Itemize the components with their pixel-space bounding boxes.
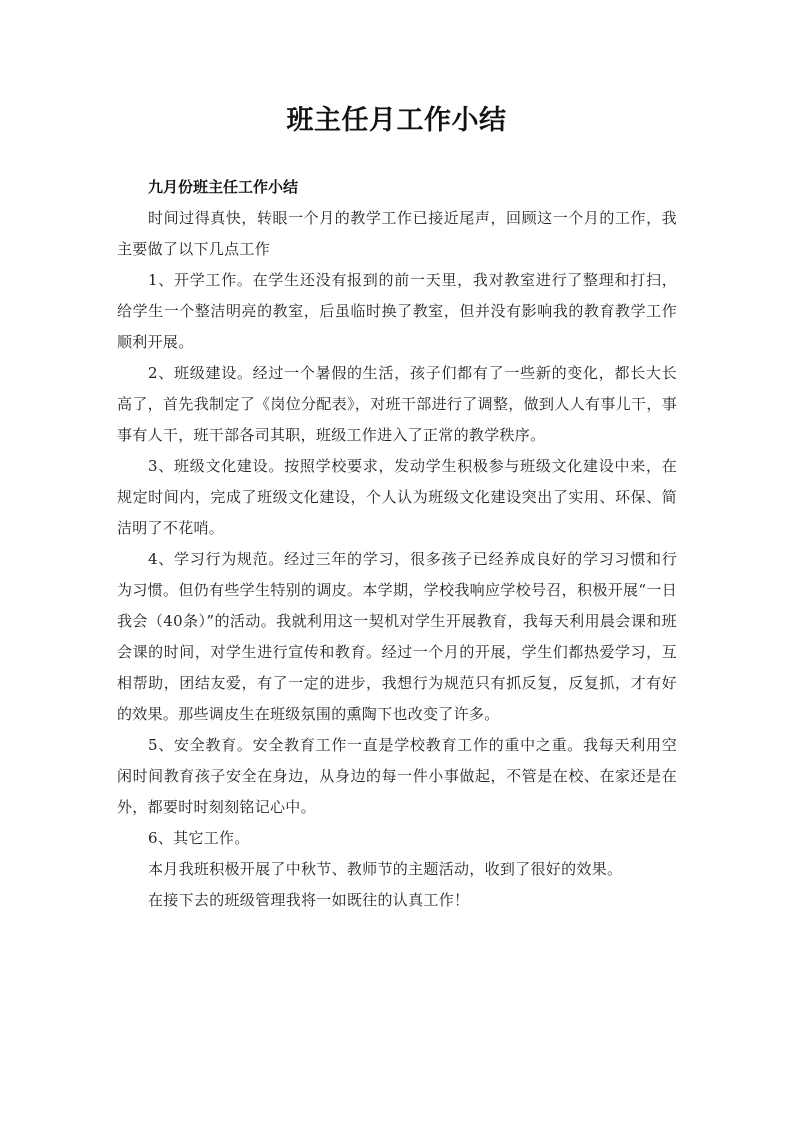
- paragraph-behavior-norms: 4、学习行为规范。经过三年的学习，很多孩子已经养成良好的学习习惯和行为习惯。但仍有些学生特别的调皮。本学期，学校我响应学校号召，积极开展“一日我会（40条）”的活动。我就利用这一契机对学生开展教育，我每天利用晨会课和班会课的时间，对学生进行宣传和教育。经过一个月的开展，学生们都热爱学习，互相帮助，团结友爱，有了一定的进步，我想行为规范只有抓反复，反复抓，才有好的效果。那些调皮生在班级氛围的熏陶下也改变了许多。: [117, 550, 677, 723]
- paragraph-activities: 本月我班积极开展了中秋节、教师节的主题活动，收到了很好的效果。: [148, 860, 623, 878]
- document-body: [117, 172, 677, 916]
- document-title: 班主任月工作小结: [286, 105, 507, 136]
- paragraph-closing: 在接下去的班级管理我将一如既往的认真工作！: [148, 891, 470, 909]
- paragraph-safety-education: 5、安全教育。安全教育工作一直是学校教育工作的重中之重。我每天利用空闲时间教育孩子安全在身边，从身边的每一件小事做起，不管是在校、在家还是在外，都要时时刻刻铭记心中。: [117, 736, 677, 816]
- intro-paragraph: 时间过得真快，转眼一个月的教学工作已接近尾声，回顾这一个月的工作，我主要做了以下几点工作: [117, 209, 677, 258]
- section-heading: 九月份班主任工作小结: [148, 178, 299, 196]
- paragraph-opening-work: 1、开学工作。在学生还没有报到的前一天里，我对教室进行了整理和打扫，给学生一个整洁明亮的教室，后虽临时换了教室，但并没有影响我的教育教学工作顺利开展。: [117, 271, 677, 351]
- paragraph-class-building: 2、班级建设。经过一个暑假的生活，孩子们都有了一些新的变化，都长大长高了，首先我制定了《岗位分配表》，对班干部进行了调整，做到人人有事儿干，事事有人干，班干部各司其职，班级工作进入了正常的教学秩序。: [117, 364, 677, 444]
- paragraph-other-work: 6、其它工作。: [148, 829, 250, 847]
- paragraph-class-culture: 3、班级文化建设。按照学校要求，发动学生积极参与班级文化建设中来，在规定时间内，完成了班级文化建设，个人认为班级文化建设突出了实用、环保、简洁明了不花哨。: [117, 457, 677, 537]
